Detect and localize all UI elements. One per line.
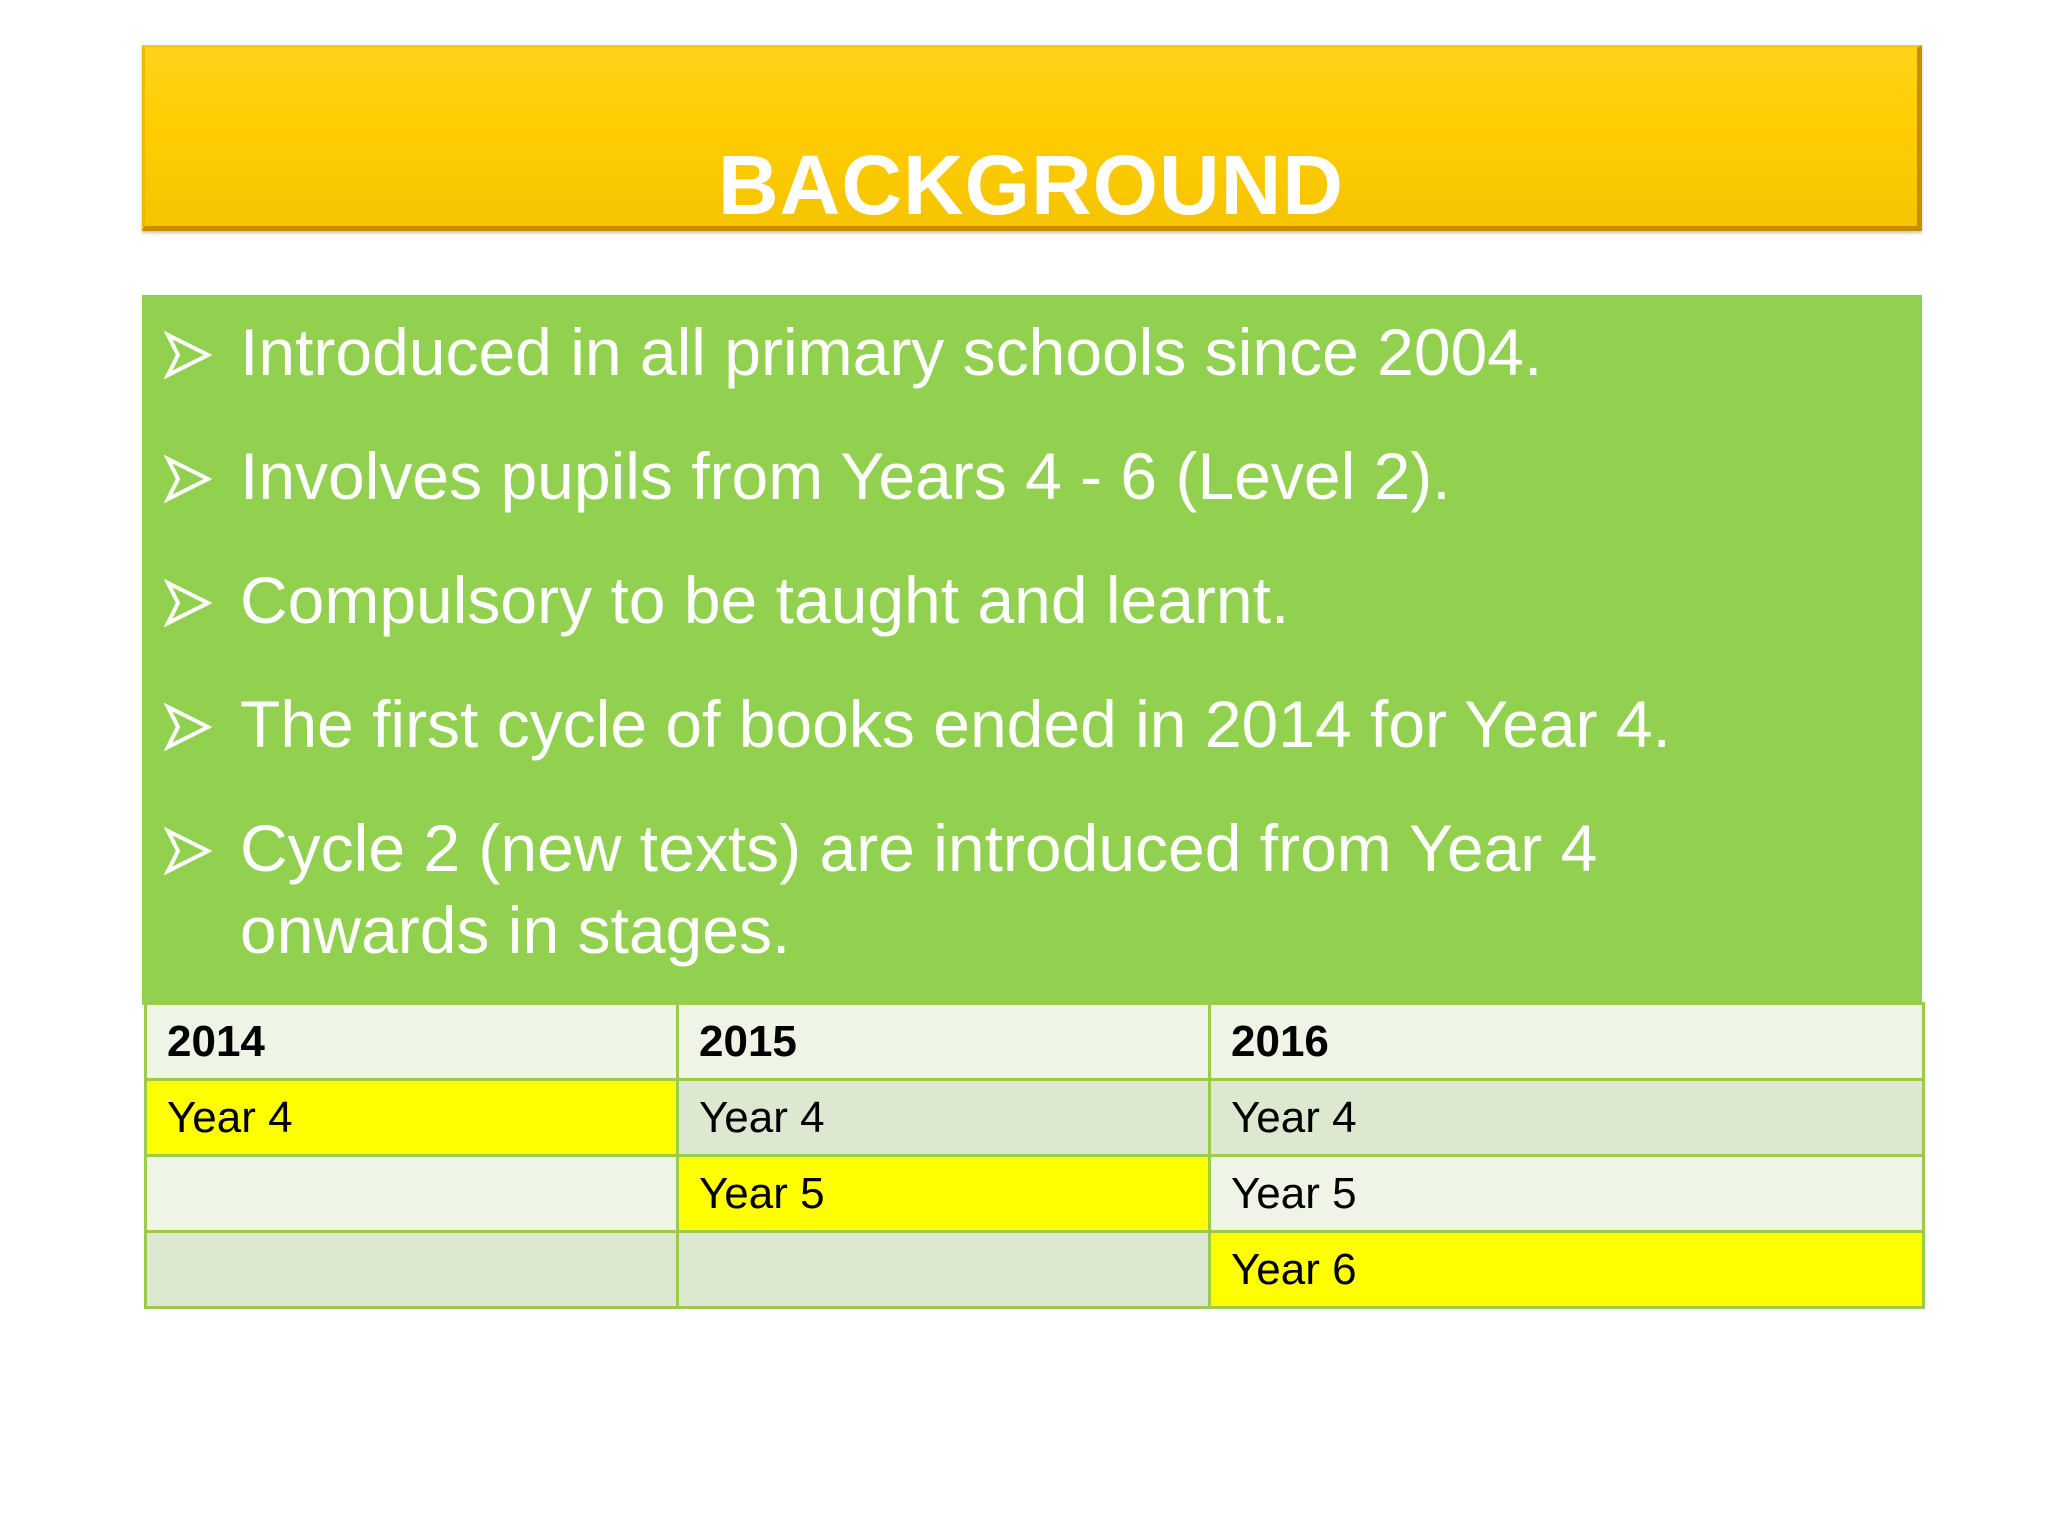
table-cell <box>678 1232 1210 1308</box>
table-row <box>146 1232 1924 1308</box>
header-cell: 2015 <box>678 1004 1210 1080</box>
table-cell: Year 5 <box>678 1156 1210 1232</box>
bullet-text-line: Cycle 2 (new texts) are introduced from Year 4 <box>240 811 1598 885</box>
year-rollout-table <box>144 1002 1925 1309</box>
table-cell: Year 4 <box>1210 1080 1924 1156</box>
header-cell: 2014 <box>146 1004 678 1080</box>
bullet-text-line: onwards in stages. <box>240 893 791 967</box>
table-cell: Year 4 <box>146 1080 678 1156</box>
table-header-row <box>146 1004 1924 1080</box>
arrowhead-bullet-icon <box>164 685 212 763</box>
table-cell: Year 6 <box>1210 1232 1924 1308</box>
bullet-text: Introduced in all primary schools since 2004. <box>240 315 1543 389</box>
table-row <box>146 1156 1924 1232</box>
table-cell <box>146 1156 678 1232</box>
title-bar <box>142 45 1922 231</box>
table-cell: Year 4 <box>678 1080 1210 1156</box>
slide-title: BACKGROUND <box>718 138 1344 232</box>
bullet-text <box>240 807 1800 971</box>
arrowhead-bullet-icon <box>164 437 212 515</box>
table-cell: Year 5 <box>1210 1156 1924 1232</box>
bullet-text: The first cycle of books ended in 2014 for Year 4. <box>240 687 1671 761</box>
bullet-text: Involves pupils from Years 4 - 6 (Level 2). <box>240 439 1451 513</box>
bullet-list <box>142 295 1922 1005</box>
table-row <box>146 1080 1924 1156</box>
header-cell: 2016 <box>1210 1004 1924 1080</box>
table-cell <box>146 1232 678 1308</box>
arrowhead-bullet-icon <box>164 561 212 639</box>
arrowhead-bullet-icon <box>164 809 212 887</box>
arrowhead-bullet-icon <box>164 313 212 391</box>
bullet-text: Compulsory to be taught and learnt. <box>240 563 1290 637</box>
